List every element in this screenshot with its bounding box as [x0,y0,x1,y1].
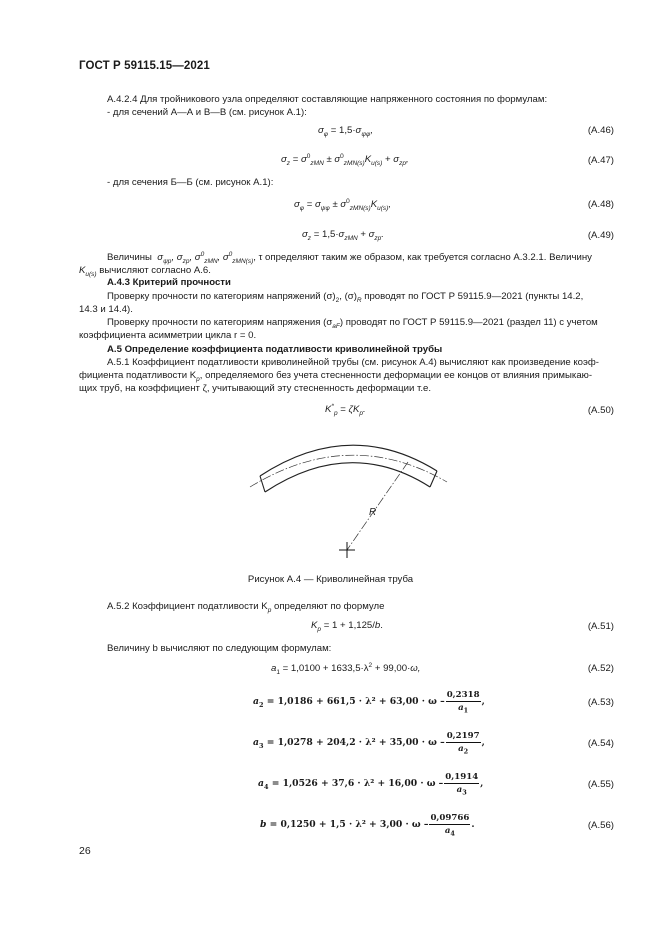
formula-number: (А.54) [587,738,614,749]
formula-number: (А.53) [587,697,614,708]
formula-a46: $\sigma_\varphi = 1,5\cdot\sigma_{\psi\varphi}$, [318,125,373,138]
center-mark [339,542,355,558]
paragraph-sections-ab: - для сечений А—А и В—В (см. рисунок А.1): [107,107,307,118]
formula-a50: $K^*_p = \zeta K_p$. [325,402,366,417]
document-header: ГОСТ Р 59115.15—2021 [79,60,210,72]
formula-a54: $a_3 = 1,0278 + 204,2 \cdot \lambda^2 + 35,00 \cdot \omega$ – $\frac{0,2197}{a_2}$ , [253,731,485,756]
formula-number: (А.50) [587,405,614,416]
paragraph-values: Величины $\sigma_{\psi p}$, $\sigma_{zp}$, $\sigma^0_{zMN}$, $\sigma^0_{zMN(s)}$, τ определяют таким же образом, как требуется согласно А.3.2.1. Величину [107,250,592,265]
paragraph-values-line2: $K_{и(s)}$ вычисляют согласно А.6. [79,265,211,278]
formula-number: (А.47) [587,155,614,166]
paragraph-a43-line1: Проверку прочности по категориям напряжений $(\sigma)_2$, $(\sigma)_R$ проводят по ГОСТ Р 59115.9—2021 (пункты 14.2, [107,291,584,304]
formula-a48: $\sigma_\varphi = \sigma_{\psi\varphi} \pm \sigma^0_{zMN(s)}K_{и(s)}$, [294,197,392,212]
heading-a5: А.5 Определение коэффициента податливости криволинейной трубы [107,344,443,355]
paragraph-a51-line2: фициента податливости $K_p$, определяемого без учета стесненности деформации ее концов от влияния примыкаю- [79,370,593,383]
figure-caption: Рисунок А.4 — Криволинейная труба [247,574,414,585]
formula-number: (А.51) [587,621,614,632]
radius-line [347,462,408,550]
formula-a53: $a_2 = 1,0186 + 661,5 \cdot \lambda^2 + 63,00 \cdot \omega$ – $\frac{0,2318}{a_1}$ , [253,690,485,715]
paragraph-a424-intro: А.4.2.4 Для тройникового узла определяют составляющие напряженного состояния по формулам: [107,94,548,105]
paragraph-a51-line3: щих труб, на коэффициент ζ, учитывающий эту стесненность деформации т.е. [79,383,431,394]
formula-a55: $a_4 = 1,0526 + 37,6 \cdot \lambda^2 + 16,00 \cdot \omega$ – $\frac{0,1914}{a_3}$ , [258,772,484,797]
paragraph-a52: А.5.2 Коэффициент податливости $K_p$ определяют по формуле [107,601,385,614]
pipe-outer-wall [260,445,437,476]
formula-number: (А.46) [587,125,614,136]
formula-a52: $a_1 = 1,0100 + 1633,5\cdot\lambda^2 + 99,00\cdot\omega$, [271,661,421,676]
heading-a43: А.4.3 Критерий прочности [107,277,231,288]
paragraph-a51-line1: А.5.1 Коэффициент податливости криволинейной трубы (см. рисунок А.4) вычисляют как произведение коэф- [107,357,600,368]
curved-pipe-figure [240,425,460,565]
formula-a47: $\sigma_z = \sigma^0_{zMN} \pm \sigma^0_{zMN(s)}K_{и(s)} + \sigma_{zp}$, [281,152,409,167]
paragraph-b-values: Величину b вычисляют по следующим формулам: [107,643,332,654]
formula-number: (А.56) [587,820,614,831]
paragraph-a43-line2: 14.3 и 14.4). [79,304,133,315]
formula-number: (А.49) [587,230,614,241]
page-number: 26 [79,845,91,857]
formula-a56: b = 0,1250 + 1,5 · λ² + 3,00 · ω – $\frac{0,09766}{a_4}$ . [260,813,475,838]
formula-a49: $\sigma_z = 1,5\cdot\sigma_{zMN} + \sigma_{zp}$. [302,229,384,242]
formula-number: (А.52) [587,663,614,674]
paragraph-a43-line4: коэффициента асимметрии цикла r = 0. [79,330,257,341]
formula-number: (А.55) [587,779,614,790]
formula-number: (А.48) [587,199,614,210]
paragraph-a43-line3: Проверку прочности по категориям напряжения $(\sigma_{aF})$ проводят по ГОСТ Р 59115.9—2021 (раздел 11) с учетом [107,317,598,330]
pipe-end-left [260,476,265,492]
radius-label: R [369,507,377,518]
formula-a51: $K_p = 1 + 1,125/b$. [311,620,383,633]
paragraph-section-bb: - для сечения Б—Б (см. рисунок А.1): [107,177,274,188]
